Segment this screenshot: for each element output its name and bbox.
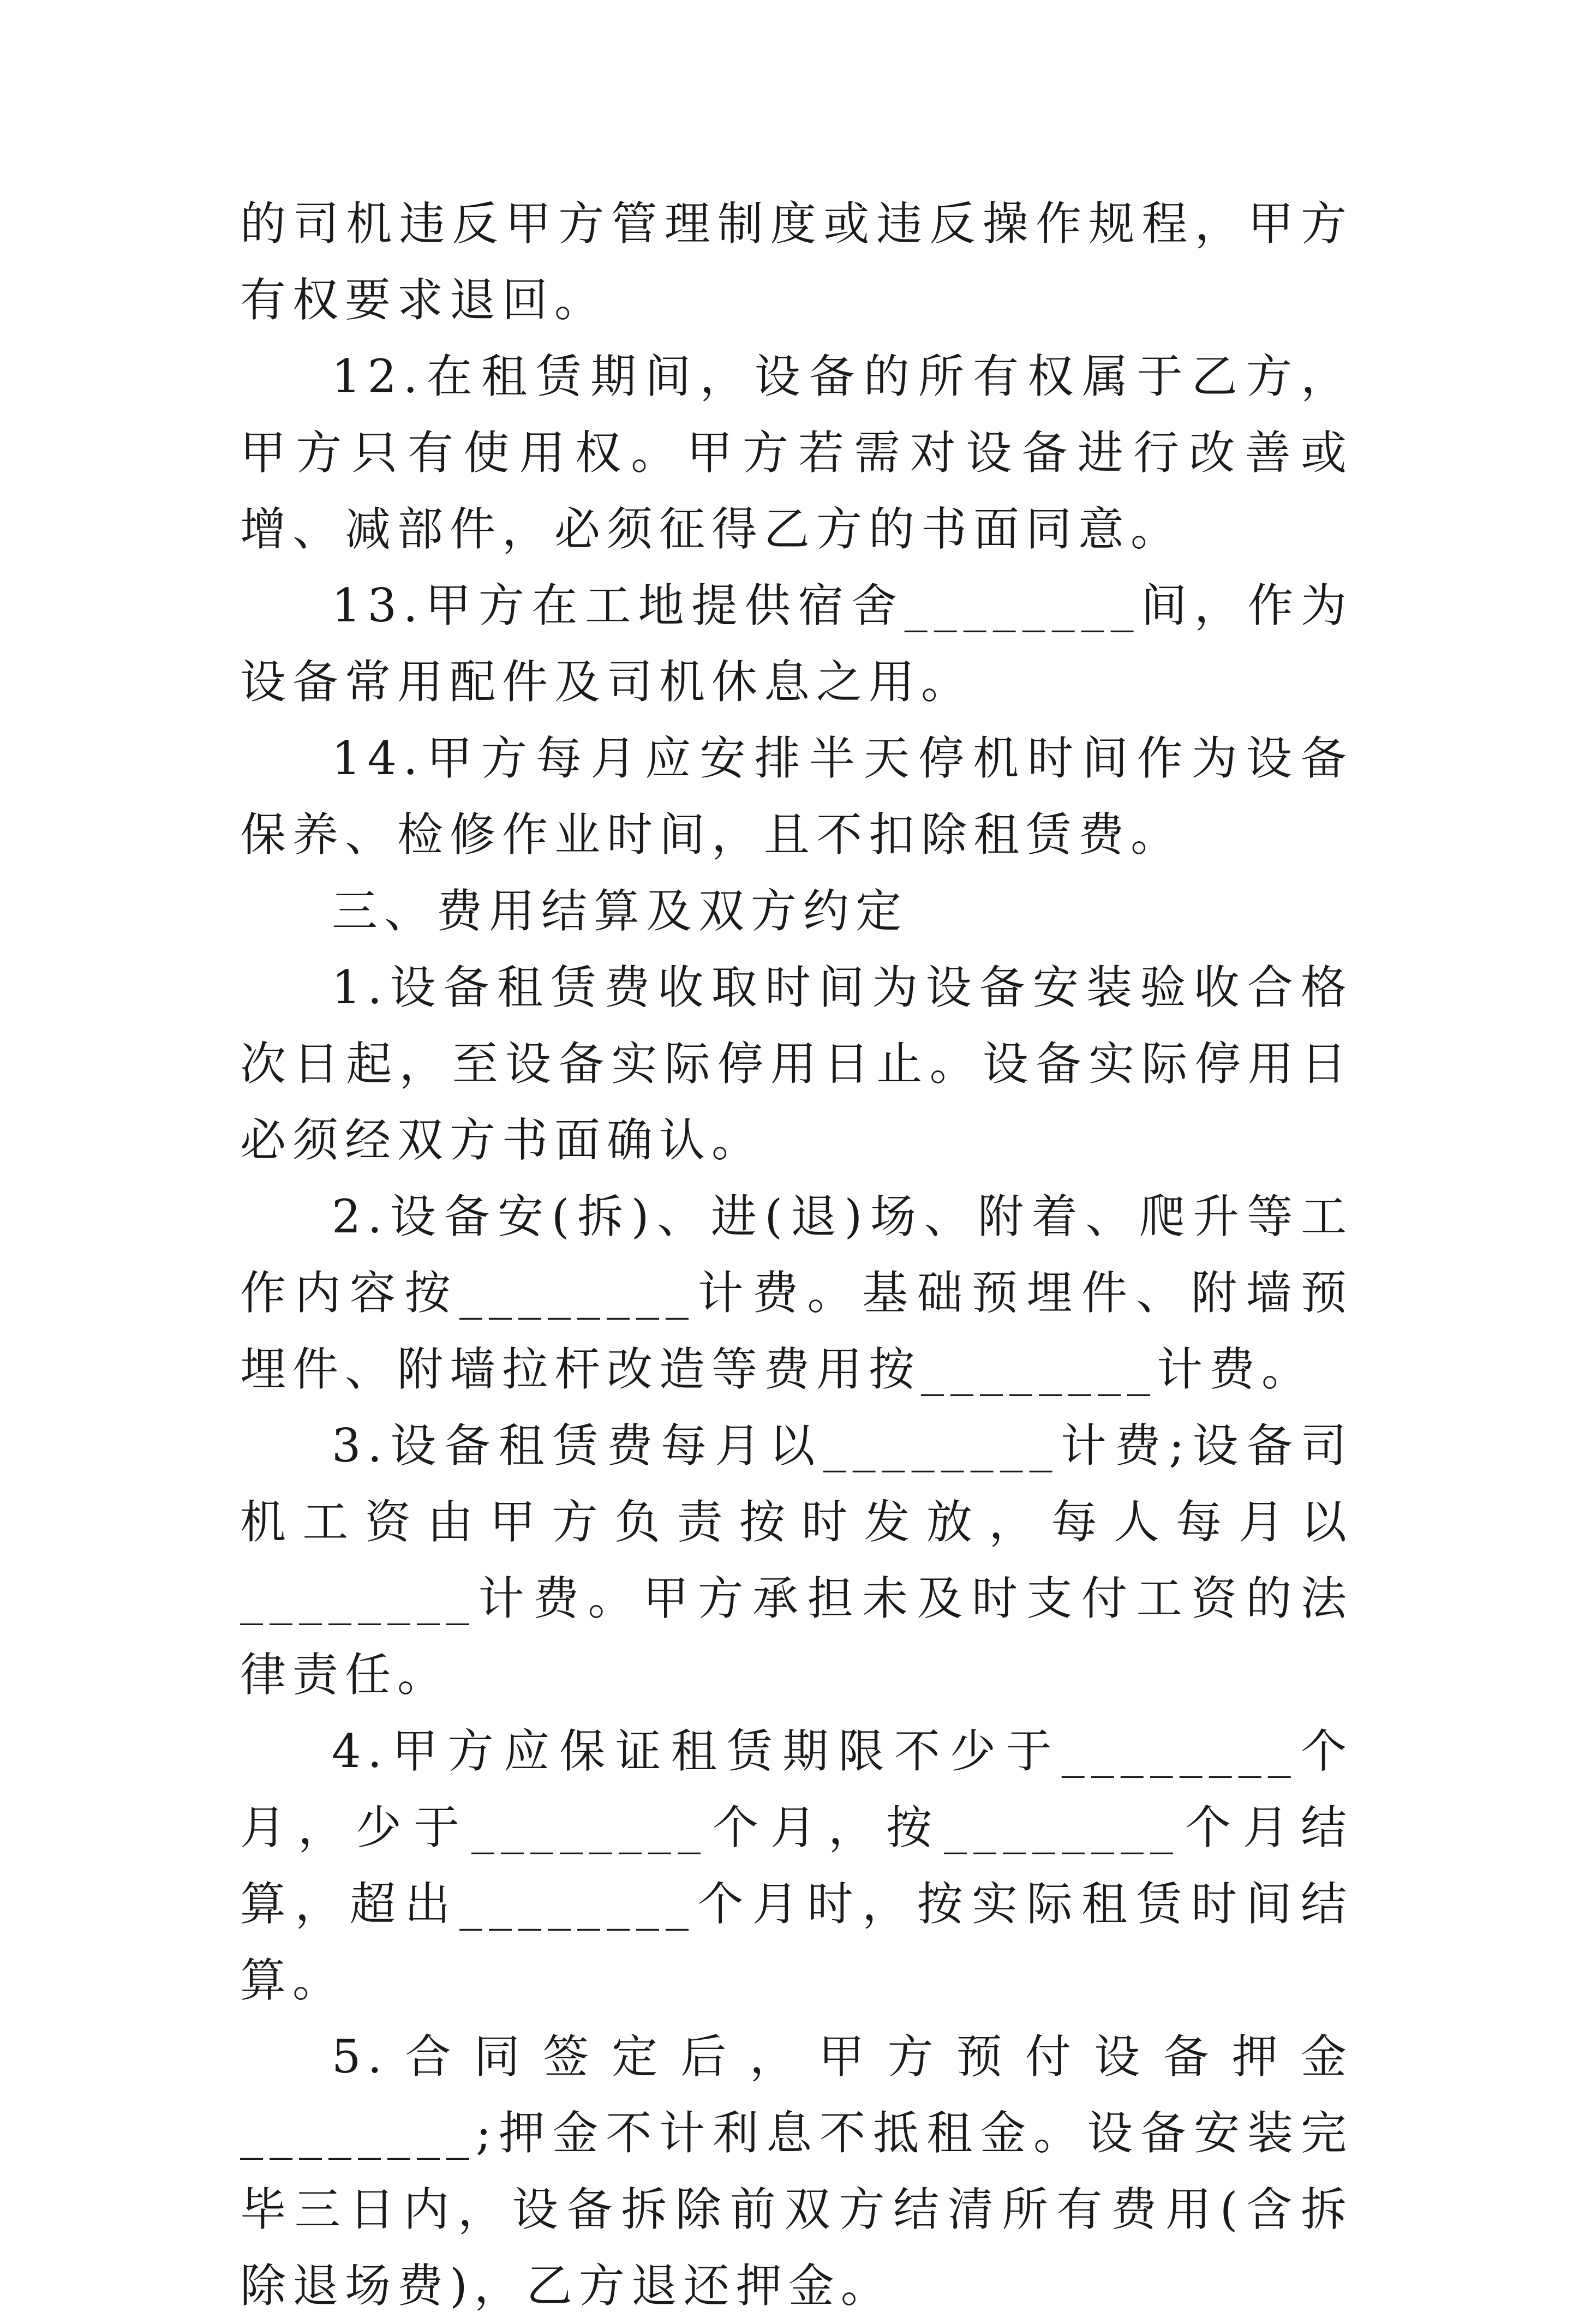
paragraph-clause-12: 12.在租赁期间，设备的所有权属于乙方，甲方只有使用权。甲方若需对设备进行改善或增、减部件，必须征得乙方的书面同意。	[240, 350, 1353, 556]
paragraph-fee-clause-4: 4.甲方应保证租赁期限不少于________个月，少于________个月，按________个月结算，超出________个月时，按实际租赁时间结算。	[240, 1724, 1353, 2007]
paragraph-clause-14: 14.甲方每月应安排半天停机时间作为设备保养、检修作业时间，且不扣除租赁费。	[240, 732, 1353, 861]
section-heading-fee-settlement: 三、费用结算及双方约定	[332, 884, 908, 938]
paragraph-fee-clause-2: 2.设备安(拆)、进(退)场、附着、爬升等工作内容按________计费。基础预埋件、附墙预埋件、附墙拉杆改造等费用按________计费。	[240, 1190, 1353, 1396]
paragraph-clause-13: 13.甲方在工地提供宿舍________间，作为设备常用配件及司机休息之用。	[240, 579, 1353, 709]
paragraph-continuation: 的司机违反甲方管理制度或违反操作规程，甲方有权要求退回。	[240, 197, 1353, 327]
paragraph-fee-clause-1: 1.设备租赁费收取时间为设备安装验收合格次日起，至设备实际停用日止。设备实际停用日必须经双方书面确认。	[240, 961, 1353, 1167]
paragraph-fee-clause-5: 5.合同签定后，甲方预付设备押金________;押金不计利息不抵租金。设备安装完毕三日内，设备拆除前双方结清所有费用(含拆除退场费)，乙方退还押金。	[240, 2030, 1353, 2313]
document-body	[240, 185, 1353, 2324]
paragraph-fee-clause-3: 3.设备租赁费每月以________计费;设备司机工资由甲方负责按时发放，每人每月以________计费。甲方承担未及时支付工资的法律责任。	[240, 1419, 1353, 1702]
